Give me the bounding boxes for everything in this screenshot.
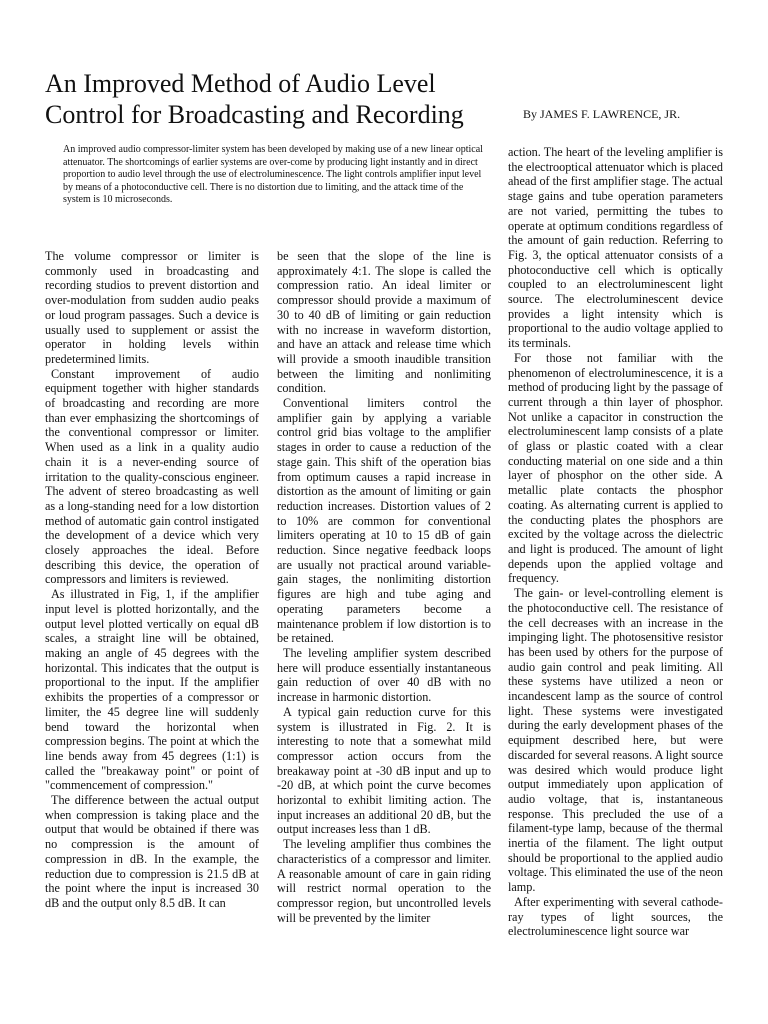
author-byline: By JAMES F. LAWRENCE, JR.	[523, 107, 681, 121]
paragraph: be seen that the slope of the line is approximately 4:1. The slope is called the compression ratio. An ideal limiter or compressor should provide a maximum of 30 to 40 dB of limiting or gain reduction with no increase in waveform distortion, and have an attack and release time which will provide a smooth inaudible transition between the limiting and nonlimiting condition.	[277, 249, 491, 396]
paragraph: For those not familiar with the phenomenon of electroluminescence, it is a method of producing light by the passage of current through a thin layer of phosphor. Not unlike a capacitor in construction the electroluminescent lamp consists of a plate of glass or plastic coated with a clear conducting material on one side and a thin layer of phosphor on the other side. A metallic plate contacts the phosphor coating. As alternating current is applied to the conducting plates the phosphors are excited by the voltage across the dielectric and light is produced. The amount of light depends upon the applied voltage and frequency.	[508, 350, 723, 586]
body-column-2	[277, 249, 491, 925]
paragraph: Conventional limiters control the amplifier gain by applying a variable control grid bias voltage to the amplifier stages in order to cause a reduction of the stage gain. This shift of the operation bias from optimum causes a rapid increase in distortion as the amount of limiting or gain reduction increases. Distortion values of 2 to 10% are common for conventional limiters operating at 10 to 15 dB of gain reduction. Since negative feedback loops are usually not practical around variable-gain stages, the nonlimiting distortion figures are high and tube aging and operating parameters become a maintenance problem if low distortion is to be retained.	[277, 396, 491, 646]
paragraph: Constant improvement of audio equipment together with higher standards of broadcasting and recording are more than ever emphasizing the shortcomings of the conventional compressor or limiter. When used as a link in a quality audio chain it is a never-ending source of irritation to the quality-conscious engineer. The advent of stereo broadcasting as well as a long-standing need for a low distortion method of automatic gain control instigated the development of a device which very closely approaches the ideal. Before describing this device, the operation of compressors and limiters is reviewed.	[45, 366, 259, 587]
paragraph: The volume compressor or limiter is commonly used in broadcasting and recording studios to prevent distortion and over-modulation from sudden audio peaks or loud program passages. Such a device is usually used to supplement or assist the operator in holding levels within predetermined limits.	[45, 249, 259, 366]
paragraph: The difference between the actual output when compression is taking place and the output that would be obtained if there was no compression is the amount of compression in dB. In the example, the reduction due to compression is 21.5 dB at the point where the input is increased 30 dB and the output only 8.5 dB. It can	[45, 793, 259, 910]
paragraph: The leveling amplifier thus combines the characteristics of a compressor and limiter. A reasonable amount of care in gain riding will restrict normal operation to the compressor region, but uncontrolled levels will be prevented by the limiter	[277, 837, 491, 925]
paragraph: A typical gain reduction curve for this system is illustrated in Fig. 2. It is interesting to note that a somewhat mild compressor action occurs from the breakaway point at -30 dB input and up to -20 dB, at which point the curve becomes horizontal to exhibit limiting action. The input increases an additional 20 dB, but the output increases less than 1 dB.	[277, 704, 491, 837]
paragraph: action. The heart of the leveling amplifier is the electrooptical attenuator which is placed ahead of the first amplifier stage. The actual stage gains and tube operation parameters are not varied, permitting the tubes to operate at optimum conditions regardless of the amount of gain reduction. Referring to Fig. 3, the optical attenuator consists of a photoconductive cell which is optically coupled to an electroluminescent light source. The electroluminescent device provides a light intensity which is proportional to the audio voltage applied to its terminals.	[508, 145, 723, 351]
paragraph: The gain- or level-controlling element is the photoconductive cell. The resistance of the cell decreases with an increase in the impinging light. The photosensitive resistor has been used by others for the purpose of audio gain control and peak limiting. All these systems have utilized a neon or incandescent lamp as the source of control light. These systems were investigated during the early development phases of the equipment described here, but were discarded for several reasons. A light source was desired which would produce light output immediately upon application of audio voltage, that is, instantaneous response. This precluded the use of a filament-type lamp, because of the thermal inertia of the filament. The light output should be proportional to the applied audio voltage. This eliminated the use of the neon lamp.	[508, 586, 723, 895]
body-column-1	[45, 249, 259, 911]
paragraph: After experimenting with several cathode-ray types of light sources, the electroluminescence light source war	[508, 894, 723, 939]
title-line-1: An Improved Method of Audio Level	[45, 69, 436, 98]
title-line-2: Control for Broadcasting and Recording	[45, 100, 464, 129]
abstract: An improved audio compressor-limiter system has been developed by making use of a new linear optical attenuator. The shortcomings of earlier systems are over-come by producing light instantly and in direct proportion to audio level through the use of electroluminescence. The light controls amplifier input level by means of a photoconductive cell. There is no distortion due to limiting, and the attack time of the system is 10 microseconds.	[63, 144, 483, 206]
body-column-3	[508, 145, 723, 939]
article-title	[45, 68, 515, 130]
paragraph: As illustrated in Fig, 1, if the amplifier input level is plotted horizontally, and the output level plotted vertically on equal dB scales, a straight line will be obtained, making an angle of 45 degrees with the horizontal. This indicates that the output is proportional to the input. If the amplifier exhibits the properties of a compressor or limiter, the 45 degree line will suddenly bend toward the horizontal when compression begins. The point at which the line bends away from 45 degrees (1:1) is called the "breakaway point" or point of "commencement of compression."	[45, 587, 259, 793]
paragraph: The leveling amplifier system described here will produce essentially instantaneous gain reduction of over 40 dB with no increase in harmonic distortion.	[277, 645, 491, 705]
